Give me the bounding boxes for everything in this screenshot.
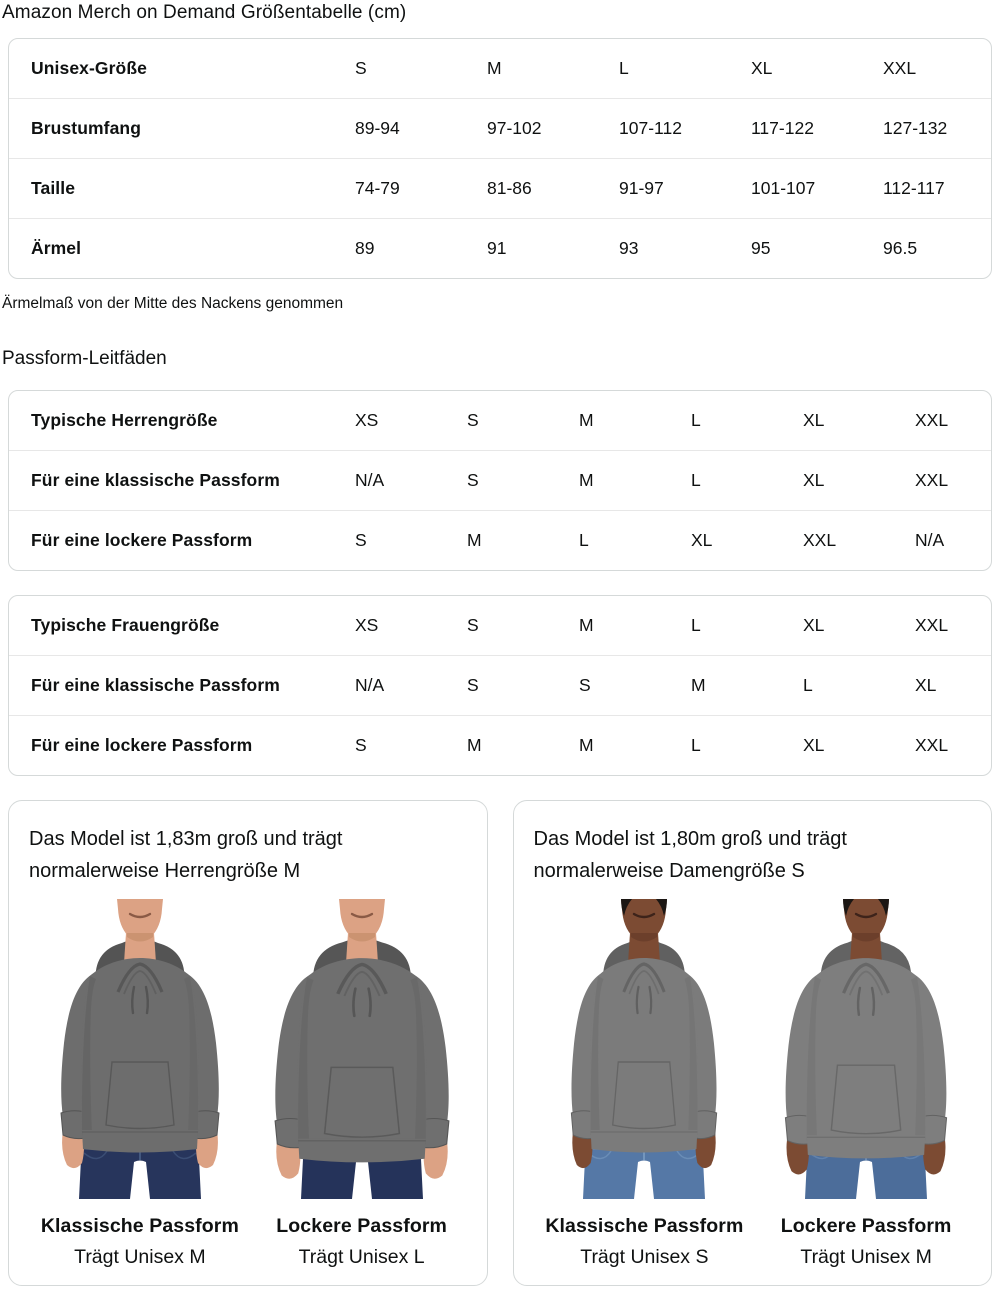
model-photo xyxy=(251,899,473,1199)
model-photo xyxy=(755,899,977,1199)
male-model-card xyxy=(8,800,488,1286)
figures-row xyxy=(534,899,978,1269)
size-cell: XL xyxy=(915,675,937,695)
size-cell: 89 xyxy=(355,238,375,258)
hem-band xyxy=(82,1130,198,1153)
size-cell: M xyxy=(579,615,594,635)
size-cell: XXL xyxy=(915,615,949,635)
size-cell: 91-97 xyxy=(619,178,664,198)
table-row xyxy=(9,656,991,716)
hoodie-garment xyxy=(61,958,219,1168)
row-label: Unisex-Größe xyxy=(31,58,147,78)
size-cell: 112-117 xyxy=(883,178,945,198)
table-row xyxy=(9,391,991,451)
row-label: Für eine lockere Passform xyxy=(31,735,253,755)
table-row xyxy=(9,716,991,775)
size-cell: 95 xyxy=(751,238,771,258)
hoodie-garment xyxy=(572,958,717,1168)
row-label: Für eine klassische Passform xyxy=(31,470,280,490)
size-cell: S xyxy=(467,410,479,430)
size-cell: XL xyxy=(803,615,825,635)
hem-band xyxy=(591,1130,698,1153)
size-cell: S xyxy=(467,675,479,695)
size-cell: 74-79 xyxy=(355,178,400,198)
size-cell: XL xyxy=(803,410,825,430)
hoodie-garment xyxy=(275,958,449,1179)
model-figure-loose xyxy=(755,899,977,1269)
table-row xyxy=(9,596,991,656)
size-cell: M xyxy=(691,675,706,695)
model-cards-row xyxy=(8,800,992,1286)
hem-band xyxy=(298,1139,426,1163)
hoodie-model-photo xyxy=(534,899,754,1199)
size-cell: L xyxy=(691,735,701,755)
table-row xyxy=(9,39,991,99)
size-cell: L xyxy=(619,58,629,78)
fit-label: Klassische Passform xyxy=(545,1215,744,1237)
card-description: Das Model ist 1,80m groß und trägt normalerweise Damengröße S xyxy=(533,828,847,882)
table-row xyxy=(9,159,991,219)
table-row xyxy=(9,511,991,570)
size-cell: 89-94 xyxy=(355,118,400,138)
size-cell: 81-86 xyxy=(487,178,532,198)
fit-label: Klassische Passform xyxy=(40,1215,239,1237)
size-cell: L xyxy=(803,675,813,695)
size-cell: XS xyxy=(355,615,379,635)
size-cell: S xyxy=(579,675,591,695)
size-worn-label: Trägt Unisex M xyxy=(74,1246,206,1268)
size-cell: M xyxy=(487,58,502,78)
row-label: Ärmel xyxy=(31,238,82,258)
size-cell: 91 xyxy=(487,238,507,258)
size-cell: XL xyxy=(803,735,825,755)
size-cell: M xyxy=(579,410,594,430)
fit-label: Lockere Passform xyxy=(780,1215,952,1237)
size-cell: L xyxy=(691,410,701,430)
female-model-card xyxy=(513,800,993,1286)
hem-band xyxy=(807,1135,925,1158)
size-cell: XXL xyxy=(883,58,917,78)
men-fit-table xyxy=(8,390,992,571)
card-description: Das Model ist 1,83m groß und trägt normalerweise Herrengröße M xyxy=(29,828,343,882)
table-row xyxy=(9,451,991,511)
model-figure-classic xyxy=(29,899,251,1269)
size-cell: XXL xyxy=(915,410,949,430)
table-row xyxy=(9,219,991,278)
page-title: Amazon Merch on Demand Größentabelle (cm) xyxy=(2,2,407,23)
size-cell: L xyxy=(691,615,701,635)
size-cell: N/A xyxy=(915,530,945,550)
size-cell: M xyxy=(579,735,594,755)
size-cell: S xyxy=(467,470,479,490)
fit-label: Lockere Passform xyxy=(276,1215,447,1237)
size-cell: XXL xyxy=(915,735,949,755)
hoodie-model-photo xyxy=(252,899,472,1199)
kangaroo-pocket xyxy=(831,1065,900,1133)
figures-row xyxy=(29,899,473,1269)
row-label: Taille xyxy=(31,178,76,198)
size-worn-label: Trägt Unisex L xyxy=(298,1246,425,1268)
women-fit-table xyxy=(8,595,992,776)
kangaroo-pocket xyxy=(324,1067,399,1137)
size-cell: L xyxy=(579,530,589,550)
size-cell: 107-112 xyxy=(619,118,682,138)
hoodie-garment xyxy=(786,958,947,1174)
row-label: Brustumfang xyxy=(31,118,141,138)
size-cell: M xyxy=(467,530,482,550)
model-figure-classic xyxy=(534,899,756,1269)
hoodie-model-photo xyxy=(30,899,250,1199)
kangaroo-pocket xyxy=(106,1062,174,1129)
kangaroo-pocket xyxy=(613,1062,676,1129)
size-cell: S xyxy=(355,58,367,78)
table-row xyxy=(9,99,991,159)
size-cell: N/A xyxy=(355,675,385,695)
size-cell: XL xyxy=(803,470,825,490)
size-cell: XL xyxy=(751,58,773,78)
size-cell: 127-132 xyxy=(883,118,948,138)
row-label: Typische Frauengröße xyxy=(31,615,220,635)
size-cell: XL xyxy=(691,530,713,550)
size-cell: 96.5 xyxy=(883,238,918,258)
size-cell: S xyxy=(467,615,479,635)
fit-guides-title: Passform-Leitfäden xyxy=(2,348,167,369)
row-label: Typische Herrengröße xyxy=(31,410,218,430)
size-cell: S xyxy=(355,530,367,550)
model-photo xyxy=(534,899,756,1199)
size-cell: 101-107 xyxy=(751,178,816,198)
size-cell: XXL xyxy=(915,470,949,490)
size-cell: N/A xyxy=(355,470,385,490)
sleeve-measure-note: Ärmelmaß von der Mitte des Nackens genommen xyxy=(2,295,344,312)
size-cell: 93 xyxy=(619,238,639,258)
size-cell: XXL xyxy=(803,530,837,550)
model-figure-loose xyxy=(251,899,473,1269)
row-label: Für eine lockere Passform xyxy=(31,530,253,550)
size-cell: S xyxy=(355,735,367,755)
size-worn-label: Trägt Unisex S xyxy=(580,1246,709,1268)
unisex-size-table xyxy=(8,38,992,279)
size-cell: XS xyxy=(355,410,379,430)
size-cell: 117-122 xyxy=(751,118,814,138)
size-worn-label: Trägt Unisex M xyxy=(800,1246,932,1268)
size-cell: M xyxy=(467,735,482,755)
size-cell: 97-102 xyxy=(487,118,542,138)
hoodie-model-photo xyxy=(756,899,976,1199)
size-cell: M xyxy=(579,470,594,490)
row-label: Für eine klassische Passform xyxy=(31,675,280,695)
model-photo xyxy=(29,899,251,1199)
size-cell: L xyxy=(691,470,701,490)
